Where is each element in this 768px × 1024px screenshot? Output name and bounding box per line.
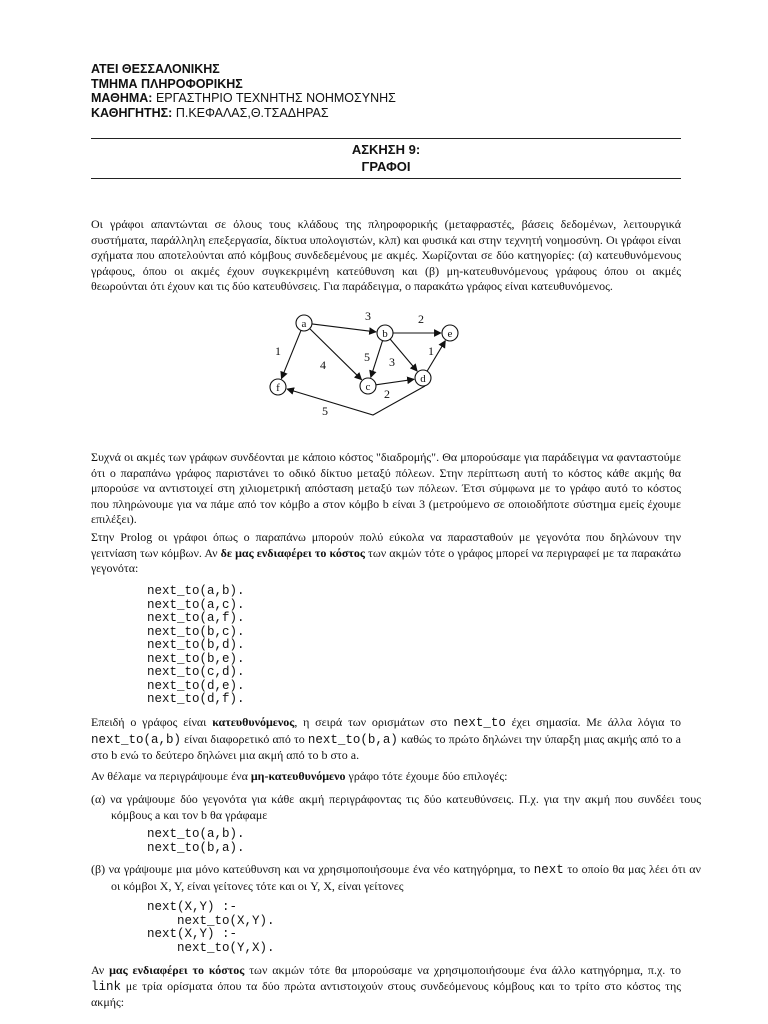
teachers-label: ΚΑΘΗΓΗΤΗΣ: [91, 105, 173, 120]
final-bold: μας ενδιαφέρει το κόστος [109, 963, 245, 977]
next-to-facts: next_to(a,b). next_to(a,c). next_to(a,f). next_to(b,c). next_to(b,d). next_to(b,e). next_to(c,d). next_to(d,e). next_to(d,f). [147, 584, 245, 706]
option-b-code-inline: next [533, 863, 564, 877]
edge-cost-d-e: 1 [428, 344, 434, 358]
directed-text-3: έχει σημασία. Με άλλα λόγια το [505, 715, 681, 729]
graph-node-e [442, 325, 458, 341]
document-header [91, 62, 396, 120]
course-value: ΕΡΓΑΣΤΗΡΙΟ ΤΕΧΝΗΤΗΣ ΝΟΗΜΟΣΥΝΗΣ [152, 91, 396, 106]
node-label: b [382, 328, 388, 340]
directed-code-3: next_to(b,a) [307, 732, 398, 747]
node-label: e [447, 328, 453, 340]
course-line [91, 91, 396, 106]
final-paragraph [91, 963, 681, 1011]
school-name: ΑΤΕΙ ΘΕΣΣΑΛΟΝΙΚΗΣ [91, 62, 220, 76]
exercise-title [91, 141, 681, 175]
final-text-1: Αν [91, 963, 110, 977]
directed-paragraph [91, 715, 681, 764]
edge-cost-a-b: 3 [365, 311, 371, 323]
node-label: c [365, 381, 371, 393]
option-a-code: next_to(a,b). next_to(b,a). [147, 827, 245, 855]
undirected-paragraph [91, 769, 681, 785]
final-code-inline: link [91, 979, 122, 994]
directed-code-1: next_to [453, 716, 506, 730]
node-label: d [420, 373, 426, 385]
exercise-topic: ΓΡΑΦΟΙ [361, 159, 411, 174]
undirected-text-1: Αν θέλαμε να περιγράψουμε ένα [91, 769, 251, 783]
edge-a-c [310, 329, 362, 380]
intro-paragraph: Οι γράφοι απαντώνται σε όλους τους κλάδους της πληροφορικής (μεταφραστές, βάσεις δεδομένων, λειτουργικά συστήματα, παράλληλη επεξεργασία, δίκτυα υπολογιστών, κλπ) και φυσικά και στην τεχνητή νοημοσύνη. Οι γράφοι είναι σχήματα που αποτελούνται από κόμβους συνδεδεμένους με ακμές. Χωρίζονται σε δύο κατηγορίες: (α) κατευθυνόμενους γράφους, όπου οι ακμές έχουν συγκεκριμένη κατεύθυνση και (β) μη-κατευθυνόμενους γράφους όπου οι ακμές θεωρούνται ότι έχουν και τις δύο κατευθύνσεις. Για παράδειγμα, ο παρακάτω γράφος είναι κατευθυνόμενος. [91, 217, 681, 294]
title-bottom-rule [91, 178, 681, 179]
prolog-text-1: Στην Prolog οι γράφοι όπως ο παραπάνω μπορούν πολύ εύκολα να παρασταθούν με γεγονότα που δηλώνουν την γειτνίαση των κόμβων. Αν [91, 530, 681, 560]
undirected-text-2: γράφο τότε έχουμε δύο επιλογές: [345, 769, 508, 783]
option-b-code: next(X,Y) :- next_to(X,Y). next(X,Y) :- next_to(Y,X). [147, 900, 275, 955]
department-name: ΤΜΗΜΑ ΠΛΗΡΟΦΟΡΙΚΗΣ [91, 76, 243, 91]
edge-a-b [312, 324, 376, 332]
option-b-text-1: (β) να γράψουμε μια μόνο κατεύθυνση και να χρησιμοποιήσουμε ένα νέο κατηγόρημα, το [91, 862, 534, 876]
edge-a-f [281, 330, 301, 378]
option-a-paragraph: (α) να γράψουμε δύο γεγονότα για κάθε ακμή περιγράφοντας τις δύο κατευθύνσεις. Π.χ. για την ακμή που συνδέει τους κόμβους a και τον b θα γράφαμε [91, 792, 701, 822]
node-label: a [301, 318, 307, 330]
prolog-paragraph [91, 530, 681, 577]
edge-cost-b-e: 2 [418, 312, 424, 326]
edge-cost-b-d: 3 [389, 355, 395, 369]
title-top-rule [91, 138, 681, 139]
directed-text-5: καθώς το πρώτο δηλώνει την ύπαρξη μιας ακμής από το a στο b ενώ το δεύτερο δηλώνει μια ακμή από το b στο a. [91, 731, 681, 763]
final-text-2: των ακμών τότε θα μπορούσαμε να χρησιμοποιήσουμε ένα άλλο κατηγόρημα, π.χ. το [244, 963, 681, 977]
directed-graph-figure [265, 311, 465, 423]
edge-c-d [376, 379, 414, 385]
directed-text-1: Επειδή ο γράφος είναι [91, 715, 213, 729]
teachers-line [91, 106, 396, 121]
undirected-bold: μη-κατευθυνόμενο [250, 769, 346, 783]
edge-d-f [287, 386, 425, 415]
node-label: f [276, 382, 280, 394]
prolog-text-2: των ακμών τότε ο γράφος μπορεί να περιγραφεί με τα παρακάτω γεγονότα: [91, 545, 681, 576]
graph-node-d [415, 370, 431, 386]
directed-text-2: , η σειρά των ορισμάτων στο [294, 715, 454, 729]
directed-text-4: είναι διαφορετικό από το [181, 731, 308, 746]
edge-cost-b-c: 5 [364, 350, 370, 364]
directed-bold: κατευθυνόμενος [212, 715, 295, 729]
directed-code-2: next_to(a,b) [91, 732, 182, 747]
graph-node-a [296, 315, 312, 331]
final-text-3: με τρία ορίσματα όπου τα δύο πρώτα αντιστοιχούν στους συνδεόμενους κόμβους και το τρίτο στο κόστος της ακμής: [91, 978, 681, 1010]
exercise-number: ΑΣΚΗΣΗ 9: [351, 142, 421, 157]
graph-node-b [377, 325, 393, 341]
graph-edges [281, 324, 445, 415]
prolog-bold: δε μας ενδιαφέρει το κόστος [220, 545, 365, 560]
option-b-paragraph [91, 862, 701, 894]
costs-paragraph: Συχνά οι ακμές των γράφων συνδέονται με κάποιο κόστος "διαδρομής". Θα μπορούσαμε για παράδειγμα να φανταστούμε ότι ο παραπάνω γράφος παριστάνει το οδικό δίκτυο μεταξύ πόλεων. Στην περίπτωση αυτή το κόστος κάθε ακμής θα μπορούσε να αντιστοιχεί στη χιλιομετρική απόσταση μεταξύ των πόλεων. Έτσι σύμφωνα με το γράφο αυτό το κόστος που πληρώνουμε για να πάμε από τον κόμβο a στον κόμβο b είναι 3 (μετρούμενο σε οποιοδήποτε σύστημα εμείς έχουμε επιλέξει). [91, 450, 681, 527]
edge-b-c [371, 341, 383, 378]
graph-node-c [360, 378, 376, 394]
edge-cost-c-d: 2 [384, 387, 390, 401]
edge-cost-d-f: 5 [322, 404, 328, 418]
edge-cost-a-c: 4 [320, 358, 326, 372]
option-b-text-2: το οποίο θα μας λέει ότι αν οι κόμβοι X, Y, είναι γείτονες τότε και οι Y, X, είναι γείτονες [111, 862, 701, 893]
course-label: ΜΑΘΗΜΑ: [91, 91, 153, 106]
edge-cost-a-f: 1 [275, 344, 281, 358]
teachers-value: Π.ΚΕΦΑΛΑΣ,Θ.ΤΣΑΔΗΡΑΣ [172, 105, 329, 120]
graph-node-f [270, 379, 286, 395]
